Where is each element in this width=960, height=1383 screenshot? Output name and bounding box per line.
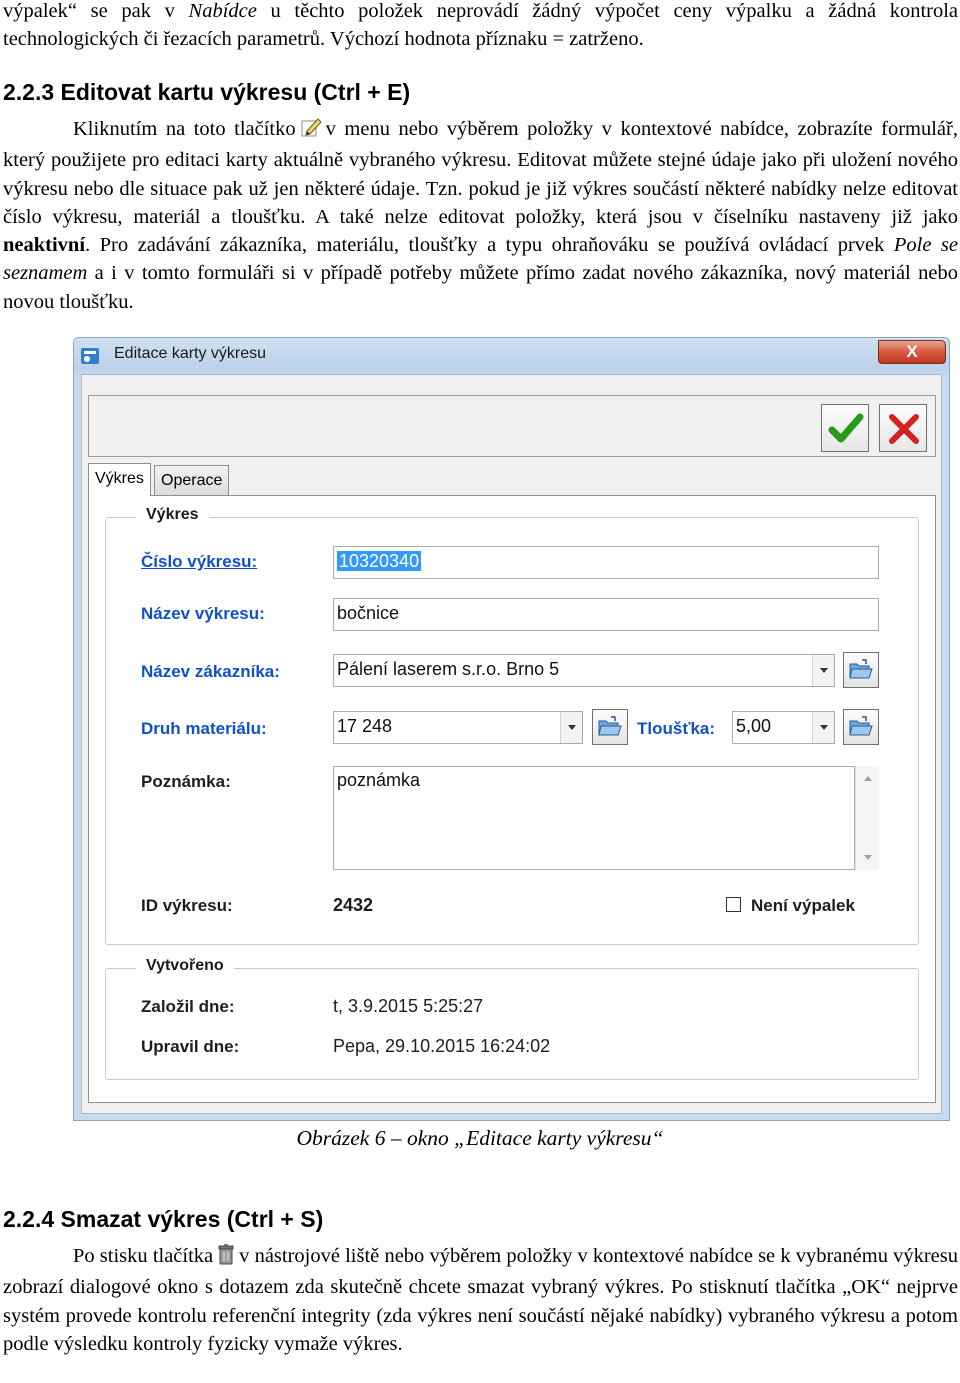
neni-vypalek-checkbox[interactable] — [726, 897, 741, 912]
cislo-input[interactable]: 10320340 — [333, 546, 879, 579]
cislo-label: Číslo výkresu: — [141, 552, 258, 571]
folder-open-icon — [849, 659, 873, 681]
section-delete-paragraph: Po stisku tlačítka v nástrojové liště nebo výběrem položky v kontextové nabídce se k vybranému výkresu zobrazí dialogové okno s dotazem zda skutečně chcete smazat vybraný výkres. Po stisknutí tlačítka „OK“ nejprve systém provede kontrolu referenční integrity (zda výkres není součástí nějaké nabídky) vybraného výkresu a potom podle výsledku kontroly fyzicky vymaže výkres. — [3, 1245, 959, 1355]
tloustka-combobox[interactable]: 5,00 — [732, 711, 835, 744]
add-thickness-button[interactable] — [843, 709, 879, 745]
section-edit-paragraph: Kliknutím na toto tlačítko v menu nebo výběrem položky v kontextové nabídce, zobrazíte formulář, který použijete pro editaci karty aktuálně vybraného výkresu. Editovat můžete stejné údaje jako při uložení nového výkresu nebo dle situace pak už jen některé údaje. Tzn. pokud je již výkres součástí některé nabídky nelze editovat číslo výkresu, materiál a tloušťku. A také nelze editovat položky, která jsou v číselníku nastaveny již jako neaktivní. Pro zadávání zákazníka, materiálu, tloušťky a typu ohraňováku se používá ovládací prvek Pole se seznamem a i v tomto formuláři si v případě potřeby můžete přímo zadat nového zákazníka, nový materiál nebo novou tloušťku. — [3, 118, 958, 313]
nazev-label: Název výkresu: — [141, 604, 265, 623]
window-client — [81, 374, 942, 1114]
title-bar — [74, 338, 949, 374]
poznamka-label: Poznámka: — [141, 772, 231, 791]
intro-paragraph — [3, 0, 958, 54]
cross-icon — [886, 411, 922, 447]
toolbar — [88, 395, 936, 457]
group-vytvoreno — [105, 957, 919, 1080]
poznamka-scrollbar[interactable] — [855, 766, 879, 870]
window-title: Editace karty výkresu — [114, 345, 267, 362]
chevron-down-icon[interactable] — [812, 712, 834, 743]
section-heading-edit: 2.2.3 Editovat kartu výkresu (Ctrl + E) — [3, 79, 411, 105]
pencil-icon — [300, 116, 322, 146]
trash-icon — [217, 1243, 235, 1273]
group-vykres-label: Výkres — [136, 506, 209, 524]
folder-open-icon — [849, 716, 873, 738]
nazev-input[interactable]: bočnice — [333, 598, 879, 631]
add-material-button[interactable] — [592, 709, 628, 745]
poznamka-textarea[interactable]: poznámka — [333, 766, 855, 870]
intro-text-b: u těchto položek neprovádí žádný výpočet ceny výpalku a žádná kontrola technologických či řezacích parametrů. Výchozí hodnota příznaku = zatrženo. — [3, 0, 959, 51]
group-vykres — [105, 506, 919, 945]
intro-text-a: výpalek“ se pak v — [3, 0, 189, 22]
tloustka-label: Tloušťka: — [637, 719, 716, 738]
zalozil-label: Založil dne: — [141, 997, 235, 1016]
zalozil-value: t, 3.9.2015 5:25:27 — [333, 996, 484, 1016]
neni-vypalek-label: Není výpalek — [751, 896, 855, 915]
edit-drawing-window — [73, 337, 950, 1121]
zakaznik-combobox[interactable]: Pálení laserem s.r.o. Brno 5 — [333, 654, 835, 687]
tab-vykres[interactable]: Výkres — [88, 463, 151, 496]
add-customer-button[interactable] — [843, 652, 879, 688]
folder-open-icon — [598, 716, 622, 738]
chevron-down-icon[interactable] — [560, 712, 582, 743]
close-button[interactable]: X — [878, 340, 946, 364]
scroll-down-icon[interactable] — [864, 855, 872, 860]
upravil-label: Upravil dne: — [141, 1037, 240, 1056]
zakaznik-label: Název zákazníka: — [141, 662, 280, 681]
save-button[interactable] — [821, 404, 869, 452]
tab-panel — [88, 495, 936, 1103]
checkmark-icon — [828, 411, 864, 447]
chevron-down-icon[interactable] — [812, 655, 834, 686]
app-icon — [80, 346, 100, 366]
section-heading-delete: 2.2.4 Smazat výkres (Ctrl + S) — [3, 1206, 324, 1232]
material-label: Druh materiálu: — [141, 719, 267, 738]
scroll-up-icon[interactable] — [864, 776, 872, 781]
tab-operace[interactable]: Operace — [154, 465, 229, 496]
cancel-button[interactable] — [879, 404, 927, 452]
material-combobox[interactable]: 17 248 — [333, 711, 583, 744]
intro-nabidce: Nabídce — [188, 0, 257, 22]
group-vytvoreno-label: Vytvořeno — [136, 957, 234, 975]
id-value: 2432 — [333, 895, 374, 915]
figure-caption: Obrázek 6 – okno „Editace karty výkresu“ — [296, 1126, 664, 1150]
id-label: ID výkresu: — [141, 896, 233, 915]
upravil-value: Pepa, 29.10.2015 16:24:02 — [333, 1036, 551, 1056]
